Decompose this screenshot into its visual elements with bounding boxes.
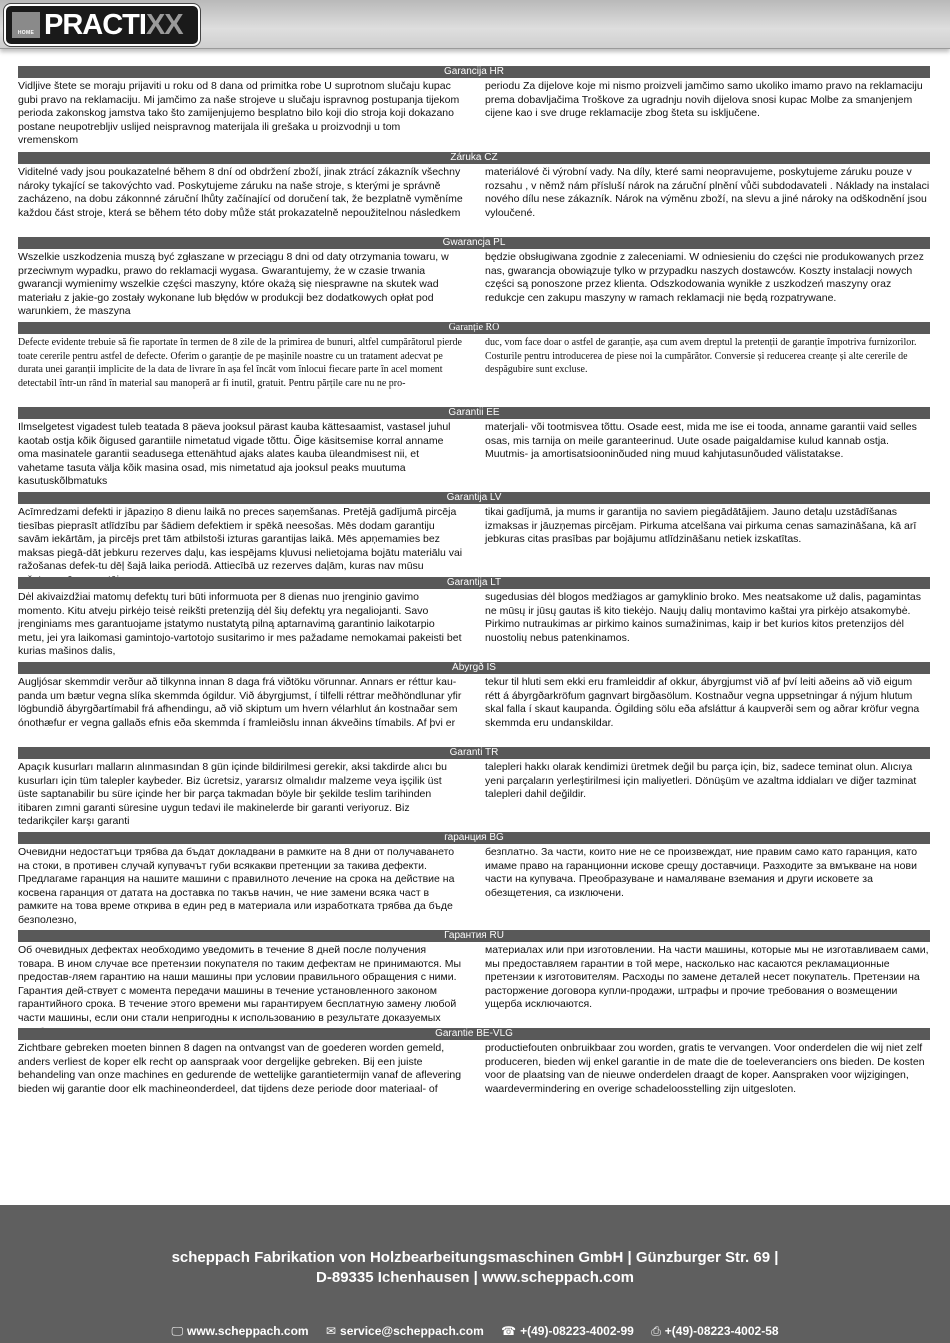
- section-text-left: Apaçık kusurları malların alınmasından 8 gün içinde bildirilmesi gerekir, aksi takdirde alıcı bu kusurları için tüm talepler kaybeder. Biz ücretsiz, yararsız olmalıdır malzeme veya işçilik üst üste saptanabilir bu süre içinde her bir parça takmadan böyle bir şekilde teslim tarihinden itibaren zımni garanti süresine uygun tedavi ile makinelerde bir garanti veriyoruz. Biz tedarikçiler karşı garanti: [18, 761, 447, 828]
- section-title: Garantie BE-VLG: [18, 1028, 930, 1040]
- section-title: Garantija LV: [18, 492, 930, 504]
- warranty-section-hr: [18, 66, 930, 147]
- home-badge: [12, 12, 40, 38]
- warranty-section-bg: [18, 832, 930, 926]
- section-title: Gwarancja PL: [18, 237, 930, 249]
- section-text-left: Viditelné vady jsou poukazatelné během 8 dní od obdržení zboží, jinak ztrácí zákazník všechny nároky tykající se takovýchto vad. Poskytujeme záruku na naše stroje, s kterými je správně zacházeno, na dobu zákonnné záruční lhůty začínající od doručení tak, že bezplatně vyměníme každou část stroje, která se během této doby může stát prokazatelně nepoužitelnou následkem: [18, 166, 463, 219]
- header-bar: [0, 0, 950, 49]
- section-text-left: Vidljive štete se moraju prijaviti u roku od 8 dana od primitka robe U suprotnom slučaju kupac gubi pravo na reklamaciju. Mi jamčimo za naše strojeve u slučaju ispravnog postupanja tijekom perioda zakonskog jamstva tako što zamijenjujemo besplatno bilo koji dio stroja koji dokazano postane neupotrebljiv uslijed neispravnog materijala ili grešaka u proizvodnji u tom vremenskom: [18, 80, 460, 147]
- home-label: HOME: [17, 30, 35, 36]
- brand-name: [44, 9, 183, 41]
- monitor-icon: 🖵: [171, 1324, 184, 1338]
- section-text-left: Zichtbare gebreken moeten binnen 8 dagen na ontvangst van de goederen worden gemeld, anders verliest de koper elk recht op aanspraak voor dergelijke gebreken. Bij een juiste behandeling van onze machines en gedurende de wettelijke garantietermijn vanaf de aflevering bieden wij garantie door elk machineonderdeel, dat tijdens deze periode door materiaal- of: [18, 1042, 462, 1095]
- section-text-left: Об очевидных дефектах необходимо уведомить в течение 8 дней после получения товара. В ином случае все претензии покупателя по таким дефектам не принимаются. Мы предостав-ляем гарантию на наши машины при условии правильного обращения с ними. Гарантия дей-ствует с момента передачи машины в течение установленного законом гарантийного срока. В течение этого времени мы гарантируем бесплатную замену любой части машины, если они стали непригодны к использованию в результате доказуемых: [18, 944, 462, 1024]
- section-text-right: materiálové či výrobní vady. Na díly, které sami neopravujeme, poskytujeme záruku pouze v rozsahu , v němž nám přísluší nárok na záruční plnění vůči subdodavateli . Náklady na instalaci nového dílu nese zákazník. Nárok na výměnu zboží, na slevu a jiné nároky na odškodnění jsou vyloučené.: [485, 166, 930, 219]
- section-title: Garantii EE: [18, 407, 930, 419]
- website-text: www.scheppach.com: [187, 1324, 309, 1338]
- warranty-section-lt: [18, 577, 930, 658]
- section-text-right: tikai gadījumā, ja mums ir garantija no saviem piegādātājiem. Jauno detaļu uzstādīšanas izmaksas ir jāuzņemas pircējam. Pirkuma atcelšana vai pirkuma cenas samazināšana, kā arī jebkuras citas prasības par bojājumu atlīdzināšanu netiek izskatītas.: [485, 506, 917, 546]
- website-link[interactable]: [171, 1324, 308, 1339]
- warranty-section-lv: [18, 492, 930, 588]
- phone-number: [501, 1324, 634, 1338]
- warranty-section-pl: [18, 237, 930, 318]
- warranty-section-ee: [18, 407, 930, 488]
- company-address: [0, 1248, 950, 1288]
- section-title: Ábyrgð IS: [18, 662, 930, 674]
- section-text-left: Augljósar skemmdir verður að tilkynna innan 8 daga frá viðtöku vörunnar. Annars er réttur kau-panda um bætur vegna slíka skemmda ógildur. Við ábyrgjumst, í tilfelli réttrar meðhöndlunar yfir lögbundið ábyrgðartímabil frá afhendingu, að við skiptum um hvern vélarhlut án kostnaðar sem ónothæfur er vegna gallaðs efnis eða skemmda í framleiðslu innan ákveðins tímabils. Af þvi er: [18, 676, 462, 729]
- section-text-left: Ilmselgetest vigadest tuleb teatada 8 päeva jooksul pärast kauba kättesaamist, vastasel juhul kaotab ostja kõik õigused garantiile nimetatud vigade tõttu. Õige käsitsemise korral anname oma masinatele garantii seadusega ettenähtud ajaks alates kauba üleandmisest nii, et vahetame tasuta välja kõik masina osad, mis nimetatud aja jooksul peaks muutuma kasutuskõlbmatuks: [18, 421, 451, 488]
- section-text-right: periodu Za dijelove koje mi nismo proizveli jamčimo samo ukoliko imamo pravo na reklamaciju prema dobavljačima Troškove za ugradnju novih dijelova snosi kupac Molbe za smanjenjem cijene kao i sve druge reklamacije zbog šteta su isključene.: [485, 80, 923, 120]
- practixx-logo: [4, 4, 200, 46]
- section-text-left: Defecte evidente trebuie să fie raportate în termen de 8 zile de la primirea de bunuri, altfel cumpărătorul pierde toate cererile pentru astfel de defecte. Oferim o garanție de pe mașinile noastre cu un tratament adecvat pe durata unei garanții implicite de la data de livrare în așa fel încât vom înlocui fiecare parte în acel moment detectabil într-un rând în material sau manoperă ar fi inutil, gratuit. Pentru părțile care nu ne pro-: [18, 337, 462, 389]
- section-text-right: tekur til hluti sem ekki eru framleiddir af okkur, ábyrgjumst við af því leiti aðeins að við eigum rétt á ábyrgðarkröfum gagnvart birgðasölum. Kostnaður vegna uppsetningar á nýjum hlutum skal falla í skaut kaupanda. Ógilding sölu eða afsláttur á kaupverði sem og aðrar kröfur vegna skemmda eru undanskildar.: [485, 676, 920, 729]
- warranty-section-ru: [18, 930, 930, 1026]
- envelope-icon: ✉: [325, 1324, 337, 1338]
- warranty-section-be: [18, 1028, 930, 1096]
- section-text-right: materjali- või tootmisvea tõttu. Osade eest, mida me ise ei tooda, anname garantii vaid selles osas, mis tarnija on meile garanteerinud. Uute osade paigaldamise kulud kannab ostja. Muutmis- ja amortisatsiooninõuded ning muud kahjutasunõuded välistatakse.: [485, 421, 917, 461]
- section-title: гаранция BG: [18, 832, 930, 844]
- brand-xx: XX: [145, 9, 183, 41]
- section-text-right: talepleri hakkı olarak kendimizi üretmek değil bu parça için, biz, sadece teminat olun. Alıcıya yeni parçaların yerleştirilmesi için maliyetleri. Dönüşüm ve azaltma iddiaları ve diğer tazminat talepleri dahil değildir.: [485, 761, 917, 801]
- fax-number: [651, 1324, 778, 1339]
- fax-text: +(49)-08223-4002-58: [664, 1324, 779, 1338]
- brand-main: PRACTI: [44, 9, 146, 41]
- warranty-section-is: [18, 662, 930, 730]
- telephone-icon: ☎: [501, 1324, 517, 1338]
- footer: [0, 1205, 950, 1343]
- section-text-right: productiefouten onbruikbaar zou worden, gratis te vervangen. Voor onderdelen die wij niet zelf produceren, bieden wij enkel garantie in de mate die de toeleveranciers ons bieden. De kosten voor de plaatsing van de nieuwe onderdelen draagt de koper. Aanspraken voor wijzigingen, waardevermindering en overige schadeloosstelling zijn uitgesloten.: [485, 1042, 925, 1095]
- section-title: Garanti TR: [18, 747, 930, 759]
- section-text-right: sugedusias dėl blogos medžiagos ar gamyklinio broko. Mes neatsakome už dalis, pagamintas ne mūsų ir jūsų gautas iš kito tiekėjo. Naujų dalių montavimo kaštai yra pirkėjo atsakomybė. Pirkimo nutraukimas ar pirkimo kainos sumažinimas, kaip ir bet kurios kitos pretenzijos dėl nuostolių nebus patenkinamos.: [485, 591, 921, 644]
- section-text-left: Dėl akivaizdžiai matomų defektų turi būti informuota per 8 dienas nuo įrenginio gavimo momento. Kitu atveju pirkėjo teisė reikšti pretenziją dėl šių defektų yra negaliojanti. Savo įrenginiams mes garantuojame įstatymo nustatytą pilną aptarnavimą garantinio laikotarpio metu, jei yra laikomasi gamintojo-vartotojo susitarimo ir mes pažadame nemokamai pakeisti bet kurias mašinos dalis,: [18, 591, 462, 658]
- email-text: service@scheppach.com: [340, 1324, 484, 1338]
- company-line-1: scheppach Fabrikation von Holzbearbeitungsmaschinen GmbH | Günzburger Str. 69 |: [171, 1249, 779, 1266]
- phone-text: +(49)-08223-4002-99: [520, 1324, 634, 1338]
- section-title: Garancija HR: [18, 66, 930, 78]
- section-text-left: Очевидни недостатъци трябва да бъдат докладвани в рамките на 8 дни от получаването на стоки, в противен случай купувачът губи всякакви претенции за такива дефекти. Предлагаме гаранция на нашите машини с правилното лечение на срока на действие на косвена гаранция от датата на доставка по такъв начин, че ние замени всяка част в рамките на това време открива в един ред в материала или изработката трябва да бъде безполезно,: [18, 846, 455, 926]
- section-title: Záruka CZ: [18, 152, 930, 164]
- warranty-section-tr: [18, 747, 930, 828]
- section-text-right: материалах или при изготовлении. На части машины, которые мы не изготавливаем сами, мы предоставляем гарантии в той мере, насколько нас касаются рекламационные претензии к изготовителям. Расходы по замене деталей несет покупатель. Претензии на расторжение договора купли-продажи, штрафы и прочие требования о возмещении ущерба исключаются.: [485, 944, 929, 1011]
- section-text-left: Wszelkie uszkodzenia muszą być zgłaszane w przeciągu 8 dni od daty otrzymania towaru, w przeciwnym wypadku, prawo do reklamacji wygasa. Gwarantujemy, że w czasie trwania gwarancji wymienimy wszelkie części maszyny, które okażą się niesprawne na skutek wad materiału z jakie-go zostały wykonane lub błędów w produkcji bez dodatkowych opłat pod warunkiem, że maszyna: [18, 251, 449, 318]
- section-text-right: duc, vom face doar o astfel de garanție, așa cum avem dreptul la pretenții de garanție împotriva furnizorilor. Costurile pentru introducerea de piese noi la cumpărător. Conversie și reducerea creanțe și alte cererile de despăgubire sunt excluse.: [485, 337, 917, 376]
- fax-icon: ⎙: [651, 1324, 661, 1338]
- section-title: Garantija LT: [18, 577, 930, 589]
- section-text-right: безплатно. За части, които ние не се произвеждат, ние правим само като гаранция, като имаме право на гаранционни искове срещу доставчици. Разходите за вмъкване на нови части на купувача. Преобразуване и намаляване вземания и други исковете за обезщетения, са изключени.: [485, 846, 918, 899]
- company-line-2: D-89335 Ichenhausen | www.scheppach.com: [316, 1269, 634, 1286]
- warranty-section-cz: [18, 152, 930, 220]
- email-link[interactable]: [326, 1324, 484, 1338]
- section-title: Garanție RO: [18, 322, 930, 334]
- section-text-left: Acīmredzami defekti ir jāpaziņo 8 dienu laikā no preces saņemšanas. Pretējā gadījumā pircēja tiesības pieprasīt atlīdzību par šādiem defektiem ir spēkā neesošas. Mēs dodam garantiju savām iekārtām, ja pircējs pret tām atbilstoši izturas garantijas laikā. Mēs apņemamies bez maksas piegā-dāt jebkuru rezerves daļu, kas iespējams kļuvusi nelietojama bojātu materiālu vai ražošanas defek-tu dēļ šajā laika periodā. Attiecībā uz rezerves daļām, kuras nav mūsu: [18, 506, 463, 573]
- section-text-right: będzie obsługiwana zgodnie z zaleceniami. W odniesieniu do części nie produkowanych przez nas, gwarancja obowiązuje tylko w przypadku naszych dostawców. Koszty instalacji nowych części są ponoszone przez klienta. Odszkodowania wynikłe z uszkodzeń maszyny oraz redukcje cen zakupu maszyny w ramach reklamacji nie będą rozpatrywane.: [485, 251, 924, 304]
- section-title: Гарантия RU: [18, 930, 930, 942]
- warranty-section-ro: [18, 322, 930, 390]
- contact-bar: [0, 1324, 950, 1339]
